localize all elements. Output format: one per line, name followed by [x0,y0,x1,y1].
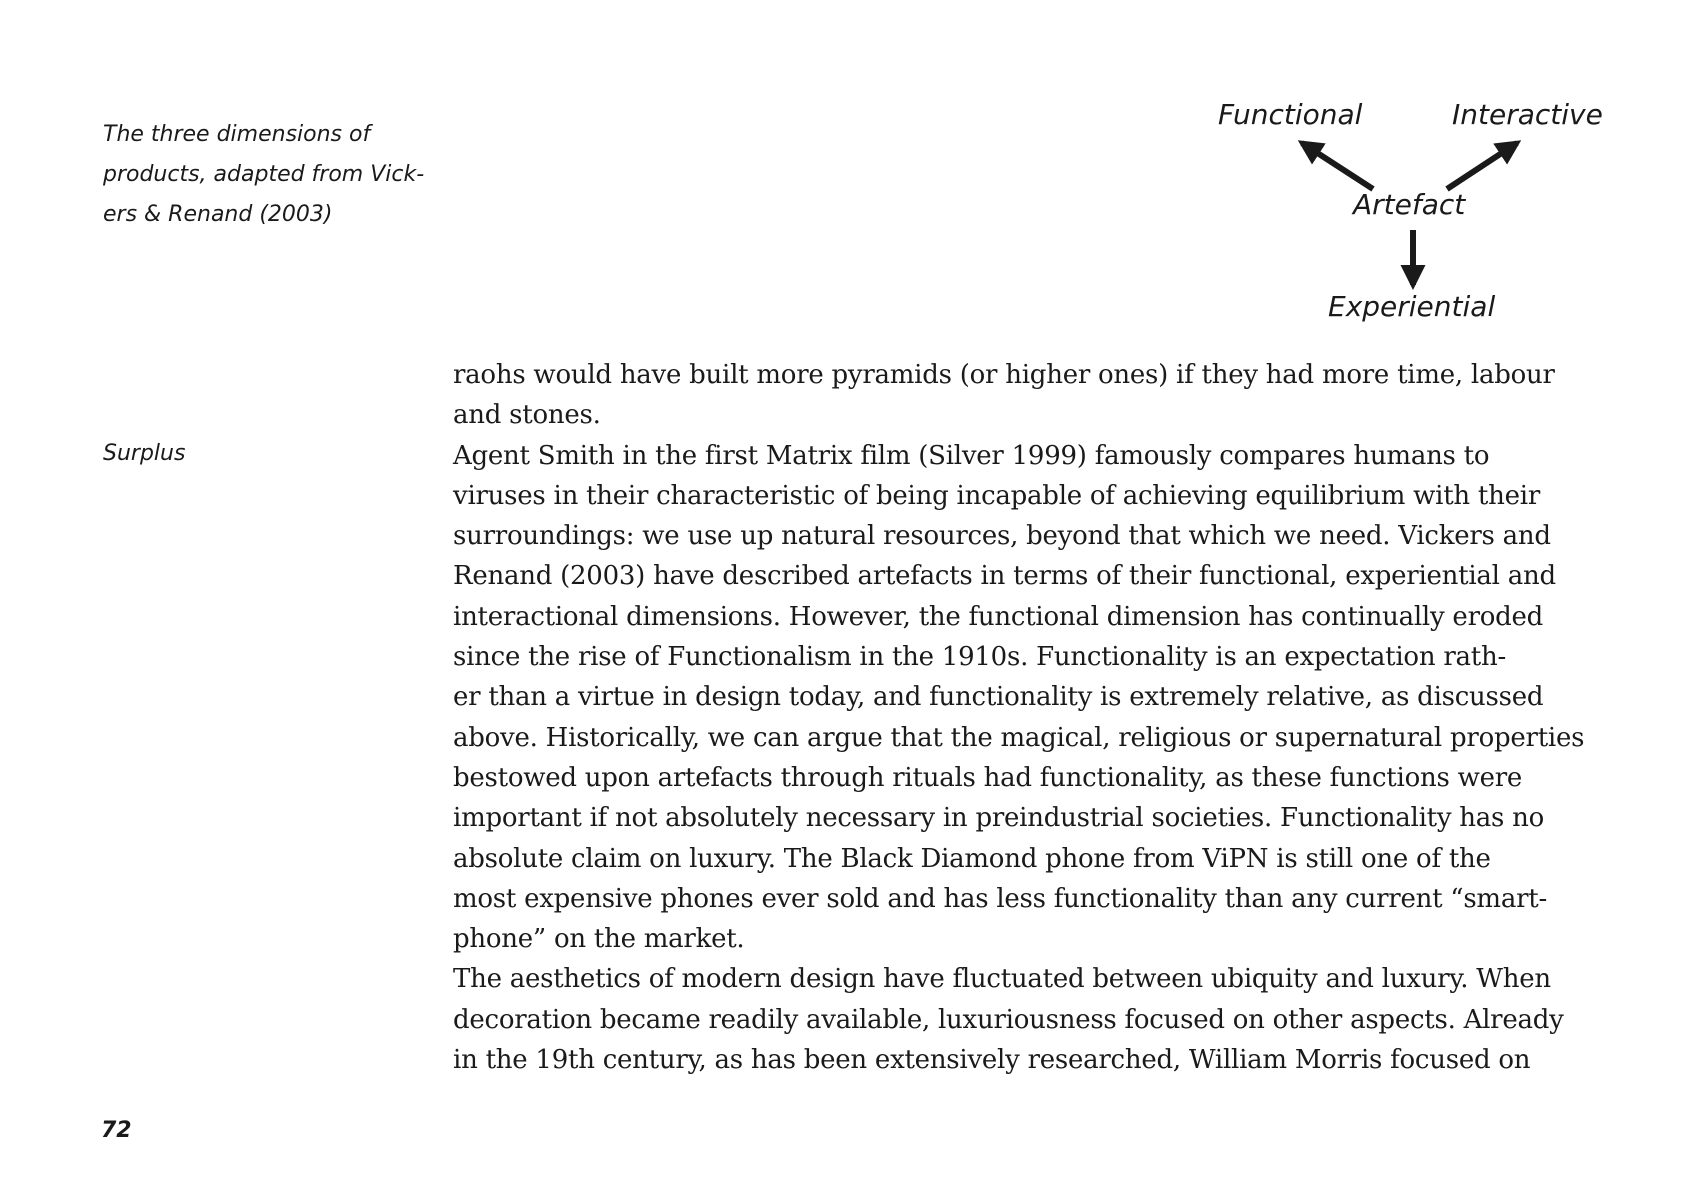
body-line: since the rise of Functionalism in the 1910s. Functionality is an expectation rath- [453,642,1506,673]
body-line: viruses in their characteristic of being incapable of achieving equilibrium with their [453,480,1540,511]
node-interactive: Interactive [1452,98,1603,131]
body-text [453,355,1603,1080]
page-number: 72 [101,1118,132,1143]
body-line: bestowed upon artefacts through rituals had functionality, as these functions were [453,762,1523,793]
arrow-to-interactive [1447,143,1517,189]
figure-caption [103,115,453,235]
body-line: raohs would have built more pyramids (or higher ones) if they had more time, labour [453,360,1555,390]
body-line: surroundings: we use up natural resources, beyond that which we need. Vickers and [453,521,1551,552]
dimensions-diagram [1180,80,1640,340]
arrow-to-functional [1302,143,1373,189]
body-line: and stones. [453,400,601,431]
body-line: Renand (2003) have described artefacts in terms of their functional, experiential and [453,561,1556,592]
node-functional: Functional [1218,98,1363,131]
body-line: Agent Smith in the first Matrix film (Silver 1999) famously compares humans to [453,440,1490,471]
body-line: decoration became readily available, luxuriousness focused on other aspects. Already [453,1004,1564,1035]
body-line: in the 19th century, as has been extensively researched, William Morris focused on [453,1045,1531,1076]
caption-line: products, adapted from Vick- [103,162,425,187]
body-line: above. Historically, we can argue that the magical, religious or supernatural properties [453,722,1585,753]
node-artefact: Artefact [1353,188,1466,221]
caption-line: The three dimensions of [103,122,371,147]
body-line: most expensive phones ever sold and has less functionality than any current “smart- [453,883,1547,914]
body-line: er than a virtue in design today, and functionality is extremely relative, as discussed [453,682,1544,713]
body-line: phone” on the market. [453,924,745,955]
body-line: The aesthetics of modern design have fluctuated between ubiquity and luxury. When [453,964,1551,995]
body-line: interactional dimensions. However, the functional dimension has continually eroded [453,601,1544,632]
node-experiential: Experiential [1328,290,1496,323]
margin-label-surplus: Surplus [103,441,186,466]
body-line: absolute claim on luxury. The Black Diamond phone from ViPN is still one of the [453,843,1491,874]
body-line: important if not absolutely necessary in preindustrial societies. Functionality has no [453,803,1545,834]
caption-line: ers & Renand (2003) [103,202,333,227]
